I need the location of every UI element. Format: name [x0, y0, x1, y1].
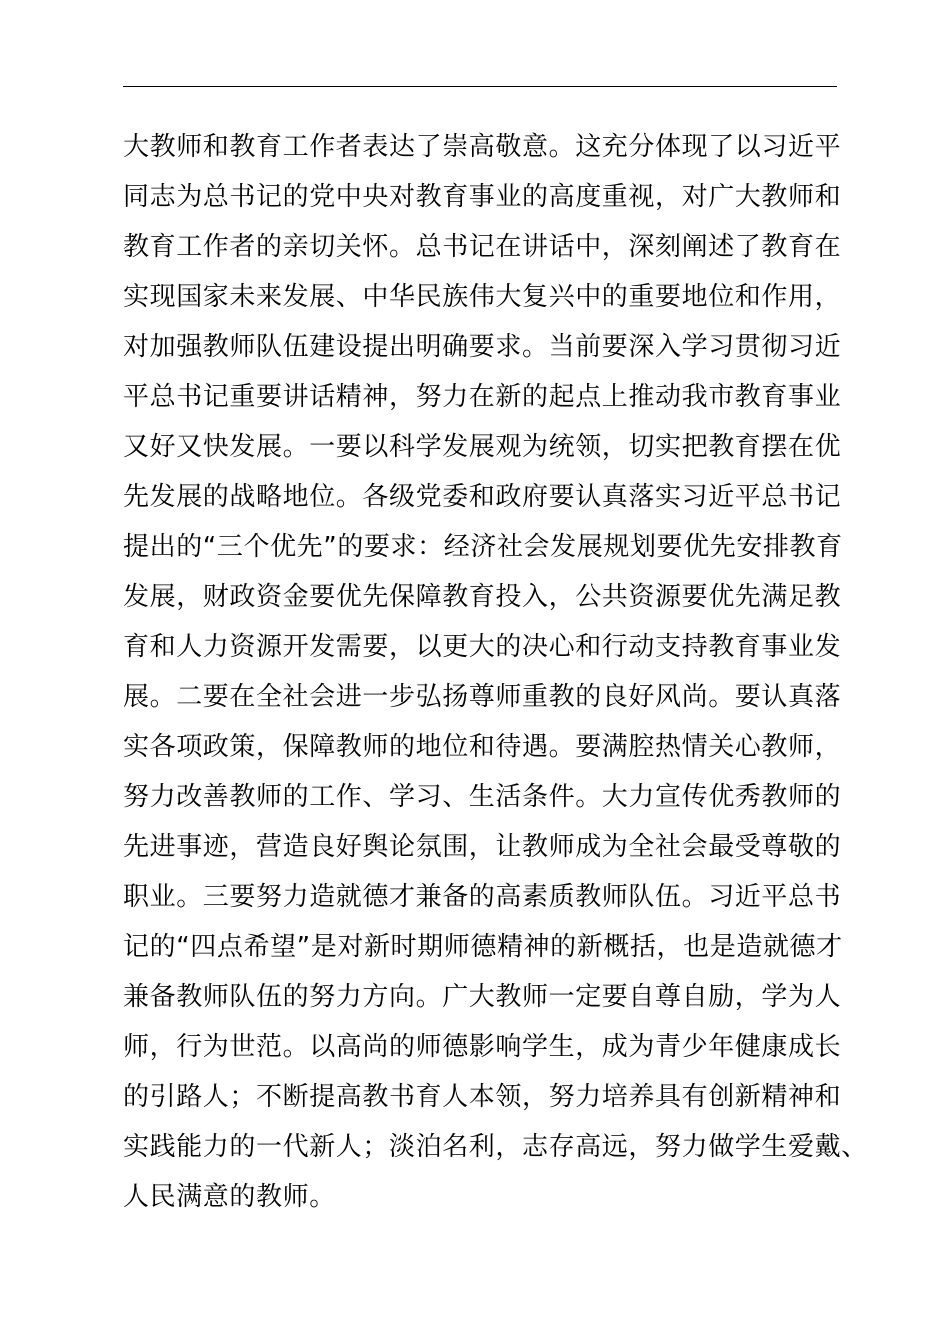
text-line: 记的“四点希望”是对新时期师德精神的新概括，也是造就德才	[123, 932, 843, 962]
text-line: 教育工作者的亲切关怀。总书记在讲话中，深刻阐述了教育在	[123, 232, 842, 262]
text-line: 大教师和教育工作者表达了崇高敬意。这充分体现了以习近平	[123, 132, 842, 162]
text-line: 育和人力资源开发需要，以更大的决心和行动支持教育事业发	[123, 632, 842, 662]
header-divider	[123, 86, 837, 87]
text-line: 展。二要在全社会进一步弘扬尊师重教的良好风尚。要认真落	[123, 682, 842, 712]
text-line: 发展，财政资金要优先保障教育投入，公共资源要优先满足教	[123, 582, 842, 612]
text-line: 的引路人；不断提高教书育人本领，努力培养具有创新精神和	[123, 1082, 842, 1112]
text-line: 提出的“三个优先”的要求：经济社会发展规划要优先安排教育	[123, 532, 843, 562]
text-line: 师，行为世范。以高尚的师德影响学生，成为青少年健康成长	[123, 1032, 842, 1062]
text-line: 先发展的战略地位。各级党委和政府要认真落实习近平总书记	[123, 482, 842, 512]
text-line: 先进事迹，营造良好舆论氛围，让教师成为全社会最受尊敬的	[123, 832, 842, 862]
text-line: 实现国家未来发展、中华民族伟大复兴中的重要地位和作用，	[123, 282, 842, 312]
text-line: 职业。三要努力造就德才兼备的高素质教师队伍。习近平总书	[123, 882, 842, 912]
text-line: 兼备教师队伍的努力方向。广大教师一定要自尊自励，学为人	[123, 982, 842, 1012]
text-line: 人民满意的教师。	[123, 1182, 336, 1212]
text-line: 努力改善教师的工作、学习、生活条件。大力宣传优秀教师的	[123, 782, 842, 812]
text-line: 又好又快发展。一要以科学发展观为统领，切实把教育摆在优	[123, 432, 842, 462]
text-line: 平总书记重要讲话精神，努力在新的起点上推动我市教育事业	[123, 382, 842, 412]
text-line: 实各项政策，保障教师的地位和待遇。要满腔热情关心教师，	[123, 732, 842, 762]
text-line: 对加强教师队伍建设提出明确要求。当前要深入学习贯彻习近	[123, 332, 842, 362]
text-line: 实践能力的一代新人；淡泊名利，志存高远，努力做学生爱戴、	[123, 1132, 868, 1162]
body-paragraph	[123, 122, 868, 1222]
text-line: 同志为总书记的党中央对教育事业的高度重视，对广大教师和	[123, 182, 842, 212]
